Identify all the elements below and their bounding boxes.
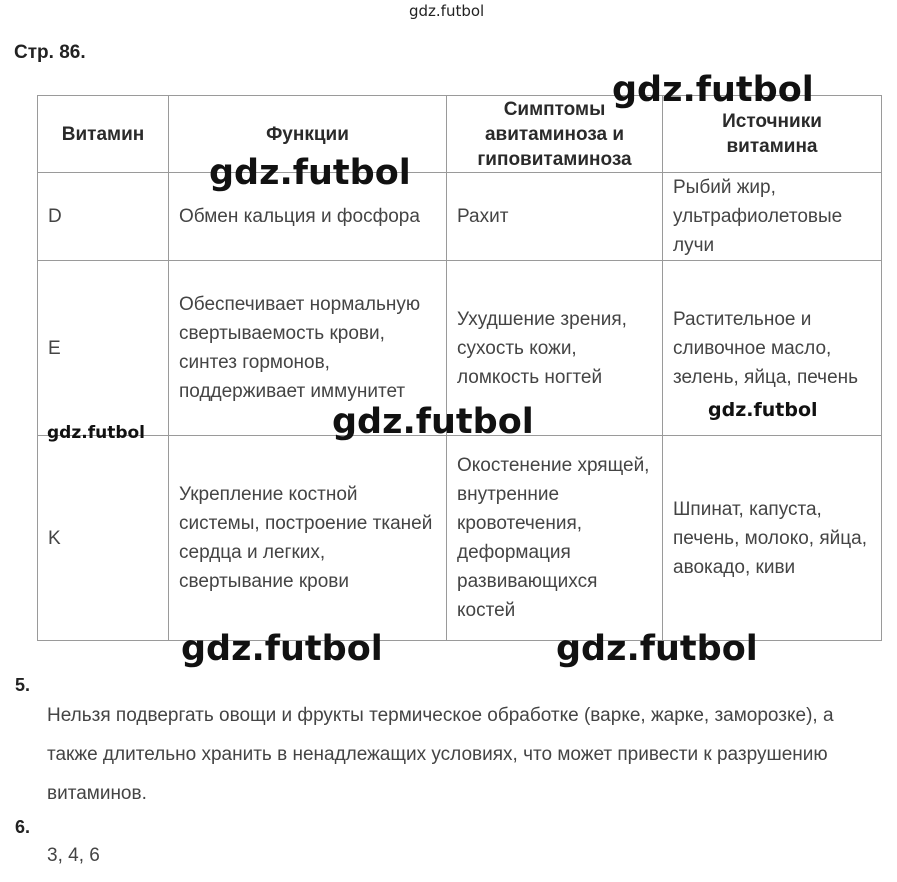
header-vitamin: Витамин [38, 96, 169, 173]
task-6-number: 6. [15, 817, 31, 837]
watermark: gdz.futbol [708, 399, 818, 421]
table-row [38, 436, 882, 641]
watermark: gdz.futbol [47, 423, 145, 443]
vitamin-name: E [38, 261, 169, 436]
watermark: gdz.futbol [209, 153, 411, 193]
header-functions: Функции [169, 96, 447, 173]
vitamins-table [37, 95, 882, 641]
vitamin-symptoms: Ухудшение зрения, сухость кожи, ломкость ногтей [447, 261, 663, 436]
watermark: gdz.futbol [556, 629, 758, 669]
vitamin-sources: Рыбий жир, ультрафиолетовые лучи [663, 173, 882, 261]
vitamin-sources: Шпинат, капуста, печень, молоко, яйца, авокадо, киви [663, 436, 882, 641]
watermark: gdz.futbol [612, 70, 814, 110]
header-sources: Источники витамина [663, 96, 882, 173]
task-5-text: Нельзя подвергать овощи и фрукты термическое обработке (варке, жарке, заморозке), а также длительно хранить в ненадлежащих условиях, что может привести к разрушению витаминов. [47, 705, 834, 804]
vitamin-functions: Обмен кальция и фосфора [169, 173, 447, 261]
vitamin-symptoms: Окостенение хрящей, внутренние кровотечения, деформация развивающихся костей [447, 436, 663, 641]
page-label: Стр. 86. [14, 42, 86, 63]
header-symptoms: Симптомы авитаминоза и гиповитаминоза [447, 96, 663, 173]
vitamin-name: D [38, 173, 169, 261]
vitamin-sources: Растительное и сливочное масло, зелень, яйца, печень [663, 261, 882, 436]
watermark-top: gdz.futbol [409, 2, 485, 20]
vitamin-name: K [38, 436, 169, 641]
watermark: gdz.futbol [181, 629, 383, 669]
vitamin-functions: Укрепление костной системы, построение тканей сердца и легких, свертывание крови [169, 436, 447, 641]
watermark: gdz.futbol [332, 402, 534, 442]
task-5-number: 5. [15, 675, 31, 695]
vitamin-functions: Обеспечивает нормальную свертываемость крови, синтез гормонов, поддерживает иммунитет [169, 261, 447, 436]
vitamin-symptoms: Рахит [447, 173, 663, 261]
task-6-text: 3, 4, 6 [47, 845, 100, 866]
table-row [38, 173, 882, 261]
